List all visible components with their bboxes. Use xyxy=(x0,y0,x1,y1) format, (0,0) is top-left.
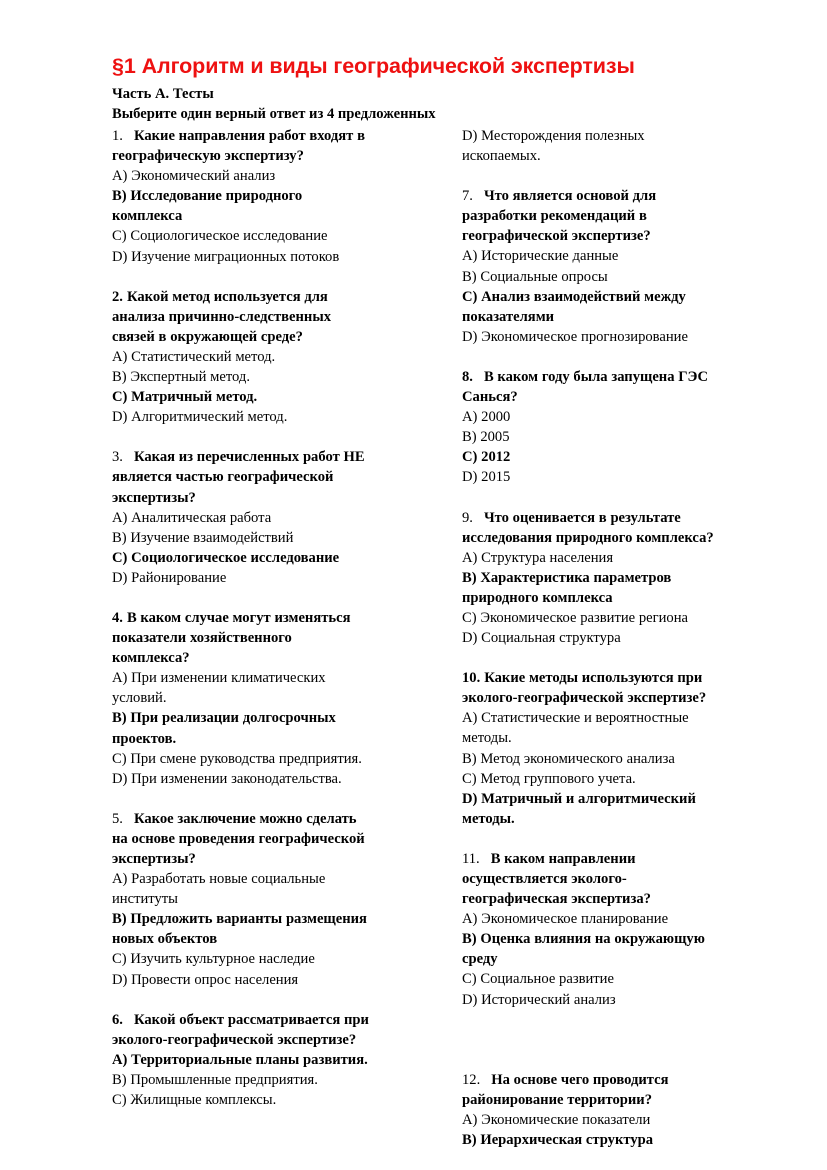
question-8-number: 8. xyxy=(462,368,473,385)
question-1-stem-line-1: 1. Какие направления работ входят в xyxy=(112,128,365,144)
question-2-stem-line-1: 2. Какой метод используется для xyxy=(112,288,328,305)
question-9-stem-line-2: исследования природного комплекса? xyxy=(462,529,714,546)
question-1-option-d: D) Изучение миграционных потоков xyxy=(112,248,340,265)
question-10 xyxy=(462,668,774,829)
instruction-label: Выберите один верный ответ из 4 предложенных xyxy=(112,106,436,122)
question-12 xyxy=(462,1070,774,1150)
question-8-stem-line-2: Санься? xyxy=(462,389,518,406)
question-5-option-b-line-1: В) Предложить варианты размещения xyxy=(112,911,367,928)
question-7-number: 7. xyxy=(462,188,473,205)
question-4-number: 4. xyxy=(112,609,123,626)
question-10-number: 10. xyxy=(462,670,481,687)
question-1-option-c: С) Социологическое исследование xyxy=(112,228,328,245)
question-2-option-a: А) Статистический метод. xyxy=(112,348,276,365)
question-1-option-a: А) Экономический анализ xyxy=(112,168,276,185)
question-6-stem-line-2: эколого-географической экспертизе? xyxy=(112,1031,357,1048)
question-5-stem-line-1: 5. Какое заключение можно сделать xyxy=(112,810,357,827)
page-title: §1 Алгоритм и виды географической экспертизы xyxy=(112,54,635,78)
question-4-option-b-line-1: В) При реализации долгосрочных xyxy=(112,710,336,727)
question-11 xyxy=(462,849,774,1010)
question-2-stem-line-3: связей в окружающей среде? xyxy=(112,328,303,345)
question-9-option-b-line-2: природного комплекса xyxy=(462,589,613,606)
question-11-stem-line-3: географическая экспертиза? xyxy=(462,891,651,908)
question-1-stem-line-2: географическую экспертизу? xyxy=(112,148,304,165)
question-4-option-b-line-2: проектов. xyxy=(112,730,177,747)
question-6-option-d-line-1: D) Месторождения полезных xyxy=(462,128,645,144)
question-10-option-c: С) Метод группового учета. xyxy=(462,770,636,787)
question-5-stem-line-3: экспертизы? xyxy=(112,851,196,867)
question-9-option-b-line-1: В) Характеристика параметров xyxy=(462,569,672,586)
question-6-option-a: А) Территориальные планы развития. xyxy=(112,1051,368,1068)
question-9-option-a: А) Структура населения xyxy=(462,549,614,566)
question-3-option-c: С) Социологическое исследование xyxy=(112,549,340,566)
question-8-option-d: D) 2015 xyxy=(462,469,511,486)
question-6-continuation xyxy=(462,126,774,166)
question-1-number: 1. xyxy=(112,128,123,144)
question-3-option-d: D) Районирование xyxy=(112,569,227,586)
question-10-option-b: В) Метод экономического анализа xyxy=(462,750,675,767)
question-11-stem-line-2: осуществляется эколого- xyxy=(462,871,627,887)
question-8-stem-line-1: 8. В каком году была запущена ГЭС xyxy=(462,368,708,385)
question-9-option-d: D) Социальная структура xyxy=(462,630,621,647)
question-7-option-c-line-1: С) Анализ взаимодействий между xyxy=(462,288,686,305)
question-9-option-c: С) Экономическое развитие региона xyxy=(462,609,689,626)
question-5-number: 5. xyxy=(112,810,123,827)
question-7-stem-line-3: географической экспертизе? xyxy=(462,228,651,245)
question-7 xyxy=(462,186,774,347)
question-5-stem-line-2: на основе проведения географической xyxy=(112,830,365,847)
question-10-option-d-line-1: D) Матричный и алгоритмический xyxy=(462,790,696,807)
question-7-option-b: В) Социальные опросы xyxy=(462,268,608,285)
question-6-option-c: С) Жилищные комплексы. xyxy=(112,1092,277,1109)
question-5-option-a-line-1: А) Разработать новые социальные xyxy=(112,871,326,888)
question-11-number: 11. xyxy=(462,850,480,867)
question-10-option-d-line-2: методы. xyxy=(462,810,515,827)
question-10-stem-line-1: 10. Какие методы используются при xyxy=(462,670,703,687)
question-1-option-b-line-1: В) Исследование природного xyxy=(112,188,303,205)
question-3-stem-line-3: экспертизы? xyxy=(112,489,196,506)
question-10-stem-line-2: эколого-географической экспертизе? xyxy=(462,690,707,707)
question-10-option-a-line-2: методы. xyxy=(462,730,512,747)
question-3-option-b: В) Изучение взаимодействий xyxy=(112,529,294,546)
question-11-option-c: С) Социальное развитие xyxy=(462,971,614,988)
part-label: Часть А. Тесты xyxy=(112,86,214,102)
question-4-stem-line-2: показатели хозяйственного xyxy=(112,630,292,647)
question-4-option-a-line-2: условий. xyxy=(112,690,167,707)
question-7-option-a: А) Исторические данные xyxy=(462,248,619,265)
question-6-stem-line-1: 6. Какой объект рассматривается при xyxy=(112,1011,369,1028)
question-4-option-d: D) При изменении законодательства. xyxy=(112,770,342,787)
question-7-stem-line-1: 7. Что является основой для xyxy=(462,188,657,205)
question-6-option-b: В) Промышленные предприятия. xyxy=(112,1071,318,1088)
question-7-option-d: D) Экономическое прогнозирование xyxy=(462,328,688,345)
question-3-number: 3. xyxy=(112,449,123,466)
question-6 xyxy=(112,1010,422,1110)
question-12-option-a: А) Экономические показатели xyxy=(462,1111,651,1128)
question-4-stem-line-1: 4. В каком случае могут изменяться xyxy=(112,609,351,626)
question-10-option-a-line-1: А) Статистические и вероятностные xyxy=(462,710,689,727)
question-4-option-a-line-1: А) При изменении климатических xyxy=(112,670,326,687)
question-5 xyxy=(112,809,422,990)
right-column xyxy=(462,126,774,1150)
question-1 xyxy=(112,126,422,267)
question-2-option-d: D) Алгоритмический метод. xyxy=(112,409,288,426)
question-5-option-b-line-2: новых объектов xyxy=(112,931,218,948)
intro-block xyxy=(112,84,772,124)
question-11-option-b-line-2: среду xyxy=(462,951,498,968)
question-1-option-b-line-2: комплекса xyxy=(112,208,183,225)
question-5-option-a-line-2: институты xyxy=(112,891,178,908)
question-9-stem-line-1: 9. Что оценивается в результате xyxy=(462,509,681,526)
question-11-option-a: А) Экономическое планирование xyxy=(462,911,669,928)
question-8 xyxy=(462,367,774,488)
question-8-option-a: А) 2000 xyxy=(462,409,511,426)
question-12-stem-line-2: районирование территории? xyxy=(462,1091,652,1108)
question-4-stem-line-3: комплекса? xyxy=(112,650,190,667)
question-7-stem-line-2: разработки рекомендаций в xyxy=(462,208,647,225)
question-11-option-b-line-1: В) Оценка влияния на окружающую xyxy=(462,931,705,948)
question-3-stem-line-1: 3. Какая из перечисленных работ НЕ xyxy=(112,449,365,466)
question-11-stem-line-1: 11. В каком направлении xyxy=(462,850,636,867)
question-4 xyxy=(112,608,422,789)
question-2-number: 2. xyxy=(112,288,123,305)
question-5-option-d: D) Провести опрос населения xyxy=(112,971,299,988)
question-4-option-c: С) При смене руководства предприятия. xyxy=(112,750,362,767)
question-9 xyxy=(462,508,774,649)
question-8-option-c: С) 2012 xyxy=(462,449,511,466)
question-6-option-d-line-2: ископаемых. xyxy=(462,148,541,165)
question-11-option-d: D) Исторический анализ xyxy=(462,991,616,1008)
question-12-option-b: В) Иерархическая структура xyxy=(462,1131,654,1148)
question-3 xyxy=(112,447,422,588)
question-6-number: 6. xyxy=(112,1011,123,1028)
left-column xyxy=(112,126,422,1110)
question-2-option-c: С) Матричный метод. xyxy=(112,389,258,406)
question-5-option-c: С) Изучить культурное наследие xyxy=(112,951,315,968)
question-2-stem-line-2: анализа причинно-следственных xyxy=(112,308,332,325)
question-2 xyxy=(112,287,422,428)
question-2-option-b: В) Экспертный метод. xyxy=(112,369,250,386)
question-8-option-b: В) 2005 xyxy=(462,429,510,446)
question-9-number: 9. xyxy=(462,509,473,526)
question-7-option-c-line-2: показателями xyxy=(462,308,555,325)
question-3-stem-line-2: является частью географической xyxy=(112,469,334,486)
column-spacer xyxy=(462,1030,774,1070)
question-12-number: 12. xyxy=(462,1071,481,1088)
question-12-stem-line-1: 12. На основе чего проводится xyxy=(462,1071,669,1088)
question-3-option-a: А) Аналитическая работа xyxy=(112,509,272,526)
